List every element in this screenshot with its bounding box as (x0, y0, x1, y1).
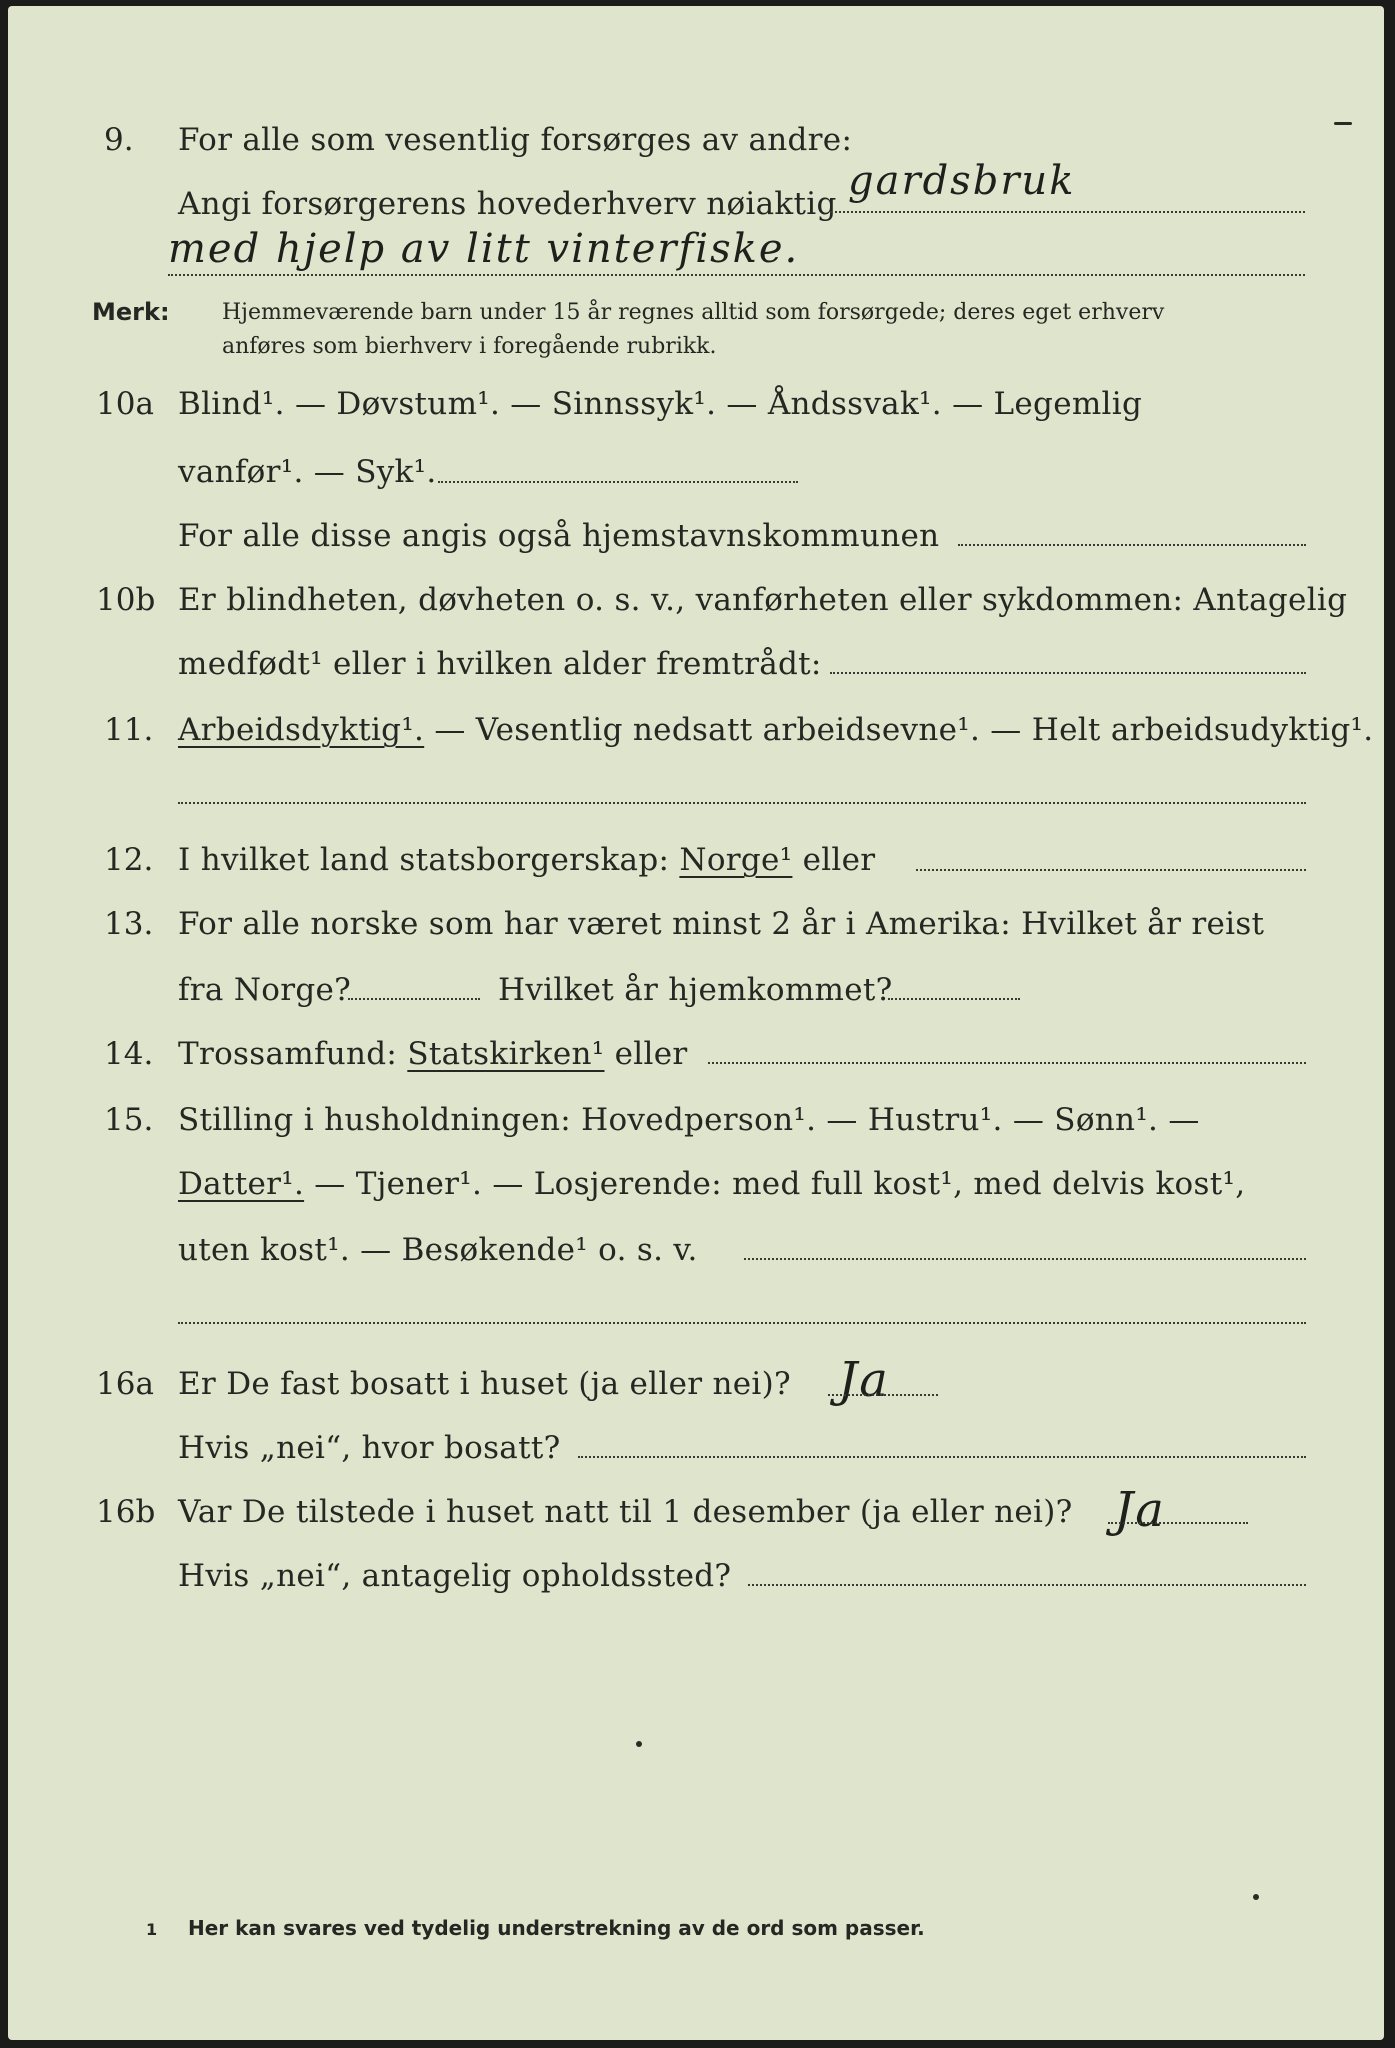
q9-answer-line2 (168, 274, 1305, 276)
q12-option-norge: Norge¹ (679, 842, 793, 878)
q10a-kommune-line (958, 544, 1306, 546)
q10b-number: 10b (96, 582, 156, 618)
q15-line3: uten kost¹. — Besøkende¹ o. s. v. (178, 1232, 698, 1268)
q13-line1: For alle norske som har været minst 2 år i Amerika: Hvilket år reist (178, 906, 1265, 942)
q14-line (178, 1036, 688, 1072)
footnote-text: Her kan svares ved tydelig understrekning av de ord som passer. (188, 1916, 925, 1940)
q13-line2b: Hvilket år hjemkommet? (498, 972, 893, 1008)
q14-number: 14. (104, 1036, 154, 1072)
q13-line2a: fra Norge? (178, 972, 352, 1008)
q10b-line1: Er blindheten, døvheten o. s. v., vanførheten eller sykdommen: Antagelig (178, 582, 1348, 618)
q13-reist-line (348, 998, 480, 1000)
q15-answer-line1 (744, 1258, 1306, 1260)
q9-handwritten-answer2: med hjelp av litt vinterfiske. (168, 226, 800, 272)
q12-number: 12. (104, 842, 154, 878)
q9-handwritten-answer1: gardsbruk (848, 158, 1076, 204)
q15-line2 (178, 1166, 1245, 1202)
q11-number: 11. (104, 712, 154, 748)
q11-line (178, 712, 1373, 748)
q9-number: 9. (104, 122, 134, 158)
q9-line2: Angi forsørgerens hovederhverv nøiaktig (178, 186, 837, 222)
q14-tail: eller (604, 1036, 688, 1072)
q14-text: Trossamfund: (178, 1036, 398, 1072)
q14-option-statskirken: Statskirken¹ (407, 1036, 605, 1072)
ink-speck (1253, 1894, 1259, 1900)
q10a-number: 10a (96, 386, 154, 422)
q16b-number: 16b (96, 1494, 156, 1530)
footnote-mark: 1 (146, 1920, 158, 1939)
q11-rest: — Vesentlig nedsatt arbeidsevne¹. — Helt arbeidsudyktig¹. (424, 712, 1374, 748)
q12-line (178, 842, 875, 878)
q15-answer-line2 (178, 1322, 1306, 1324)
q10b-line2: medfødt¹ eller i hvilken alder fremtrådt: (178, 646, 822, 682)
q16a-line2: Hvis „nei“, hvor bosatt? (178, 1430, 561, 1466)
q15-line1: Stilling i husholdningen: Hovedperson¹. — Hustru¹. — Sønn¹. — (178, 1102, 1200, 1138)
ink-speck (1334, 122, 1352, 125)
q10b-answer-line (830, 672, 1306, 674)
q15-line2-rest: — Tjener¹. — Losjerende: med full kost¹, med delvis kost¹, (304, 1166, 1246, 1202)
merk-label: Merk: (92, 298, 170, 326)
merk-line1: Hjemmeværende barn under 15 år regnes alltid som forsørgede; deres eget erhverv (222, 300, 1165, 325)
q11-answer-line (178, 802, 1306, 804)
q13-hjemkommet-line (888, 998, 1020, 1000)
q12-answer-line (916, 869, 1306, 871)
q10a-line2: vanfør¹. — Syk¹. (178, 454, 437, 490)
q16b-handwritten-answer: Ja (1114, 1482, 1166, 1538)
q10a-line3: For alle disse angis også hjemstavnskommunen (178, 518, 940, 554)
q16a-bosatt-line (578, 1456, 1306, 1458)
q11-option-arbeidsdyktig: Arbeidsdyktig¹. (178, 712, 425, 748)
q16a-number: 16a (96, 1366, 154, 1402)
q12-text: I hvilket land statsborgerskap: (178, 842, 670, 878)
q16a-line1: Er De fast bosatt i huset (ja eller nei)? (178, 1366, 791, 1402)
q16b-line1: Var De tilstede i huset natt til 1 desember (ja eller nei)? (178, 1494, 1073, 1530)
q12-tail: eller (792, 842, 876, 878)
census-form-page (8, 6, 1384, 2040)
q16b-line2: Hvis „nei“, antagelig opholdssted? (178, 1558, 732, 1594)
q15-option-datter: Datter¹. (178, 1166, 305, 1202)
q16b-opholdssted-line (748, 1584, 1306, 1586)
ink-speck (636, 1741, 642, 1747)
q16a-answer-line (828, 1394, 938, 1396)
q10a-syk-line (438, 481, 798, 483)
q13-number: 13. (104, 906, 154, 942)
merk-line2: anføres som bierhverv i foregående rubrikk. (222, 334, 717, 359)
q16a-handwritten-answer: Ja (838, 1352, 890, 1408)
q9-line1: For alle som vesentlig forsørges av andre: (178, 122, 853, 158)
q10a-line1: Blind¹. — Døvstum¹. — Sinnssyk¹. — Åndssvak¹. — Legemlig (178, 386, 1143, 422)
q14-answer-line (708, 1062, 1306, 1064)
q15-number: 15. (104, 1102, 154, 1138)
q16b-answer-line (1108, 1522, 1248, 1524)
q9-answer-line1 (830, 211, 1305, 213)
